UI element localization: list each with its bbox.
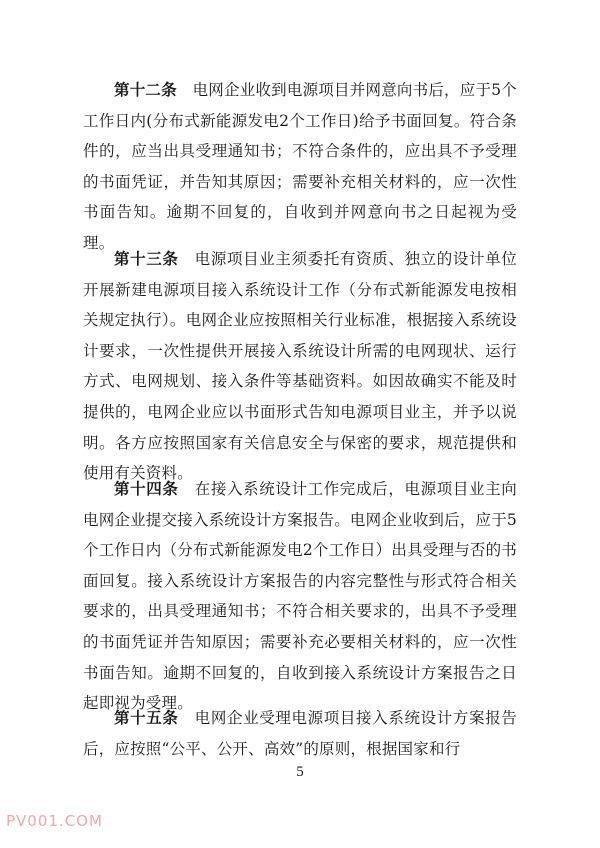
article-12 — [83, 75, 517, 259]
article-13-heading: 第十三条 — [114, 249, 179, 268]
article-15-body: 电网企业受理电源项目接入系统设计方案报告后，应按照“公平、公开、高效”的原则，根据国家和行 — [83, 709, 517, 758]
article-13-body: 电源项目业主须委托有资质、独立的设计单位开展新建电源项目接入系统设计工作（分布式新能源发电按相关规定执行）。电网企业应按照相关行业标准，根据接入系统设计要求，一次性提供开展接入系统设计所需的电网现状、运行方式、电网规划、接入条件等基础资料。如因故确实不能及时提供的，电网企业应以书面形式告知电源项目业主，并予以说明。各方应按照国家有关信息安全与保密的要求，规范提供和使用有关资料。 — [83, 250, 517, 483]
article-15-heading: 第十五条 — [114, 708, 179, 727]
article-12-heading: 第十二条 — [114, 80, 177, 99]
article-14-body: 在接入系统设计工作完成后，电源项目业主向电网企业提交接入系统设计方案报告。电网企业收到后，应于5个工作日内（分布式新能源发电2个工作日）出具受理与否的书面回复。接入系统设计方案报告的内容完整性与形式符合相关要求的，出具受理通知书；不符合相关要求的，出具不予受理的书面凭证并告知原因；需要补充必要相关材料的，应一次性书面告知。逾期不回复的，自收到接入系统设计方案报告之日起即视为受理。 — [83, 480, 517, 713]
page-number: 5 — [296, 764, 304, 780]
article-14 — [83, 474, 517, 719]
article-14-heading: 第十四条 — [114, 479, 179, 498]
article-12-body: 电网企业收到电源项目并网意向书后，应于5个工作日内(分布式新能源发电2个工作日)给予书面回复。符合条件的，应当出具受理通知书；不符合条件的，应出具不予受理的书面凭证，并告知其原因；需要补充相关材料的，应一次性书面告知。逾期不回复的，自收到并网意向书之日起视为受理。 — [83, 81, 517, 252]
site-watermark: PV001.COM — [6, 812, 103, 830]
article-15 — [83, 703, 517, 764]
article-13 — [83, 244, 517, 489]
